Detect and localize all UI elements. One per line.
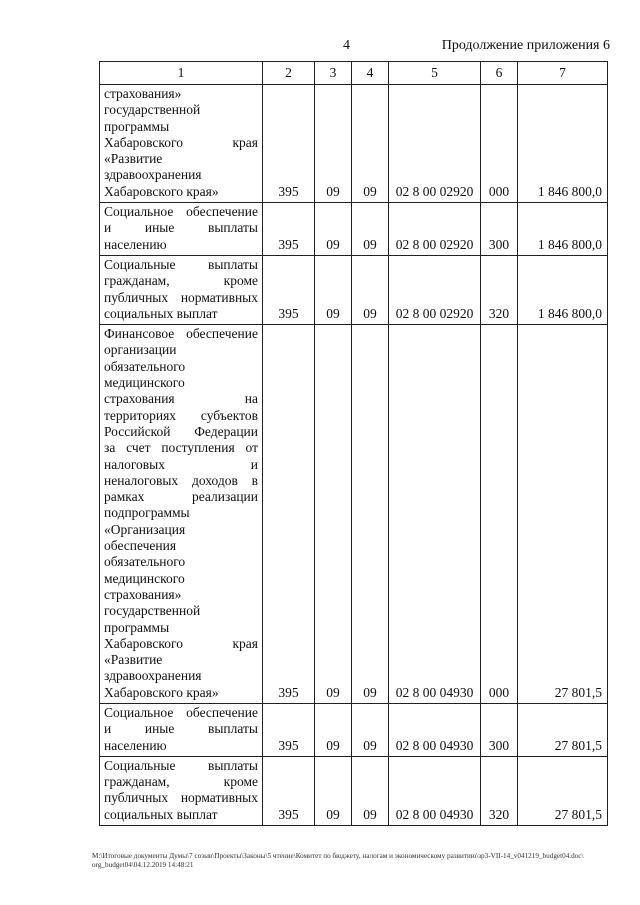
row-name-line: публичных нормативных <box>104 289 258 305</box>
row-name-line: гражданам, кроме <box>104 273 258 289</box>
row-name-line: Социальное обеспечение <box>104 704 258 720</box>
row-name-line: «Развитие <box>104 652 163 668</box>
row-name-line: гражданам, кроме <box>104 774 258 790</box>
target-article-code: 02 8 00 04930 <box>389 756 481 825</box>
row-name <box>100 203 263 256</box>
row-name-line: здравоохранения <box>104 668 202 684</box>
amount: 27 801,5 <box>518 703 608 756</box>
ved-code: 395 <box>263 85 315 203</box>
section-code: 09 <box>315 85 352 203</box>
amount: 27 801,5 <box>518 756 608 825</box>
row-name-line: социальных выплат <box>104 305 218 321</box>
row-name <box>100 255 263 324</box>
row-name-line: программы <box>104 619 170 635</box>
row-name-line: Социальное обеспечение <box>104 204 258 220</box>
row-name-line: Хабаровского края» <box>104 183 219 199</box>
page-number: 4 <box>343 38 350 53</box>
row-name <box>100 756 263 825</box>
expense-type-code: 320 <box>481 756 518 825</box>
subsection-code: 09 <box>352 203 389 256</box>
column-header-6: 6 <box>481 62 518 85</box>
table-body <box>100 85 608 826</box>
row-name-line: Хабаровского края <box>104 134 258 150</box>
row-name-line: медицинского <box>104 375 185 391</box>
row-name-line: государственной <box>104 603 201 619</box>
row-name-line: обеспечения <box>104 538 177 554</box>
column-header-1: 1 <box>100 62 263 85</box>
target-article-code: 02 8 00 02920 <box>389 85 481 203</box>
row-name-line: страхования» <box>104 86 182 101</box>
row-name-line: медицинского <box>104 570 185 586</box>
row-name-line: рамках реализации <box>104 489 258 505</box>
target-article-code: 02 8 00 02920 <box>389 255 481 324</box>
column-header-4: 4 <box>352 62 389 85</box>
subsection-code: 09 <box>352 85 389 203</box>
row-name-line: Хабаровского края» <box>104 684 219 700</box>
subsection-code: 09 <box>352 255 389 324</box>
row-name-line: населению <box>104 737 167 753</box>
row-name-line: Финансовое обеспечение <box>104 326 258 342</box>
expense-type-code: 000 <box>481 85 518 203</box>
file-path-footer: M:\Итоговые документы Думы\7 созыв\Проекты\Законы\5 чтение\Комитет по бюджету, налогам и экономическому развитию\зр3-VII-14_v041219_budget04.doc\ org_budget04\04.12.2019 14:48:21 <box>92 852 584 869</box>
row-name <box>100 703 263 756</box>
table-row <box>100 325 608 704</box>
expense-type-code: 300 <box>481 203 518 256</box>
row-name-line: территориях субъектов <box>104 407 258 423</box>
table-row <box>100 203 608 256</box>
ved-code: 395 <box>263 325 315 704</box>
amount: 1 846 800,0 <box>518 85 608 203</box>
table-row <box>100 756 608 825</box>
ved-code: 395 <box>263 255 315 324</box>
row-name <box>100 85 263 203</box>
row-name-line: социальных выплат <box>104 806 218 822</box>
expense-type-code: 000 <box>481 325 518 704</box>
subsection-code: 09 <box>352 325 389 704</box>
row-name-line: «Развитие <box>104 151 163 167</box>
column-header-7: 7 <box>518 62 608 85</box>
row-name-line: программы <box>104 118 170 134</box>
header-row <box>100 62 608 85</box>
subsection-code: 09 <box>352 756 389 825</box>
row-name-line: Социальные выплаты <box>104 757 258 773</box>
ved-code: 395 <box>263 756 315 825</box>
row-name-line: здравоохранения <box>104 167 202 183</box>
amount: 1 846 800,0 <box>518 255 608 324</box>
section-code: 09 <box>315 756 352 825</box>
row-name-line: подпрограммы <box>104 505 190 521</box>
row-name-line: и иные выплаты <box>104 721 258 737</box>
table-row <box>100 255 608 324</box>
row-name-line: и иные выплаты <box>104 220 258 236</box>
budget-table <box>99 61 608 826</box>
ved-code: 395 <box>263 203 315 256</box>
section-code: 09 <box>315 325 352 704</box>
row-name-line: государственной <box>104 102 201 118</box>
section-code: 09 <box>315 703 352 756</box>
target-article-code: 02 8 00 02920 <box>389 203 481 256</box>
section-code: 09 <box>315 255 352 324</box>
row-name <box>100 325 263 704</box>
row-name-line: населению <box>104 236 167 252</box>
row-name-line: организации <box>104 342 177 358</box>
row-name-line: неналоговых доходов в <box>104 472 258 488</box>
amount: 27 801,5 <box>518 325 608 704</box>
table-row <box>100 85 608 203</box>
row-name-line: страхования на <box>104 391 258 407</box>
row-name-line: налоговых и <box>104 456 258 472</box>
expense-type-code: 300 <box>481 703 518 756</box>
continuation-title: Продолжение приложения 6 <box>441 38 610 53</box>
row-name-line: Хабаровского края <box>104 635 258 651</box>
table-row <box>100 703 608 756</box>
subsection-code: 09 <box>352 703 389 756</box>
target-article-code: 02 8 00 04930 <box>389 703 481 756</box>
section-code: 09 <box>315 203 352 256</box>
ved-code: 395 <box>263 703 315 756</box>
row-name-line: страхования» <box>104 586 182 602</box>
row-name-line: «Организация <box>104 521 186 537</box>
amount: 1 846 800,0 <box>518 203 608 256</box>
expense-type-code: 320 <box>481 255 518 324</box>
row-name-line: за счет поступления от <box>104 440 258 456</box>
row-name-line: Социальные выплаты <box>104 256 258 272</box>
column-header-2: 2 <box>263 62 315 85</box>
row-name-line: публичных нормативных <box>104 790 258 806</box>
column-header-5: 5 <box>389 62 481 85</box>
column-header-3: 3 <box>315 62 352 85</box>
row-name-line: Российской Федерации <box>104 423 258 439</box>
target-article-code: 02 8 00 04930 <box>389 325 481 704</box>
row-name-line: обязательного <box>104 554 186 570</box>
row-name-line: обязательного <box>104 358 186 374</box>
